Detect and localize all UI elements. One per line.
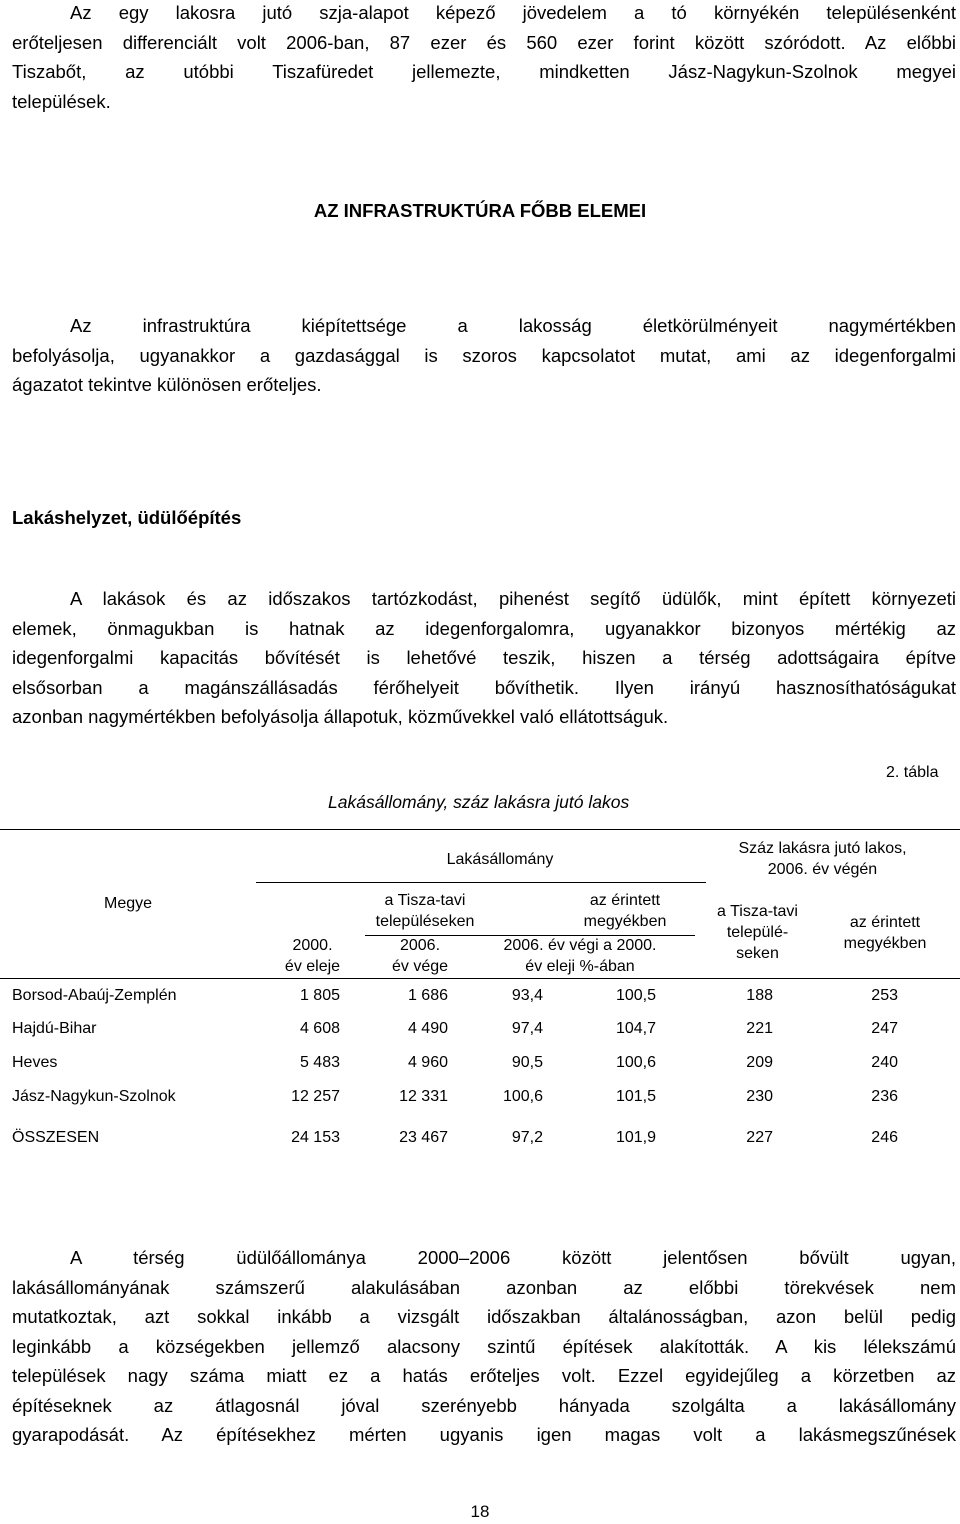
row-lakos-tisza: 221 (746, 1020, 773, 1037)
header-pct-line: év eleji %-ában (525, 958, 635, 975)
closing-line: építéseknek az átlagosnál jóval szerényebb hányada szolgálta a lakásállomány (12, 1394, 956, 1416)
intro-paragraph (12, 0, 956, 116)
closing-paragraph (12, 1243, 956, 1450)
table-top-rule (0, 829, 960, 830)
row-2006: 1 686 (407, 987, 448, 1004)
header-2006-line: 2006. (399, 937, 441, 954)
housing-line: elemek, önmagukban is hatnak az idegenforgalomra, ugyanakkor bizonyos mértékig az (12, 617, 956, 639)
row-lakos-tisza: 188 (746, 987, 773, 1004)
header-tisza-tavi (345, 890, 505, 932)
header-2006 (375, 935, 465, 977)
header-2000-line: év eleje (284, 958, 341, 975)
header-erintett-line: az érintett (589, 892, 661, 909)
intro-line: erőteljesen differenciált volt 2006-ban, 87 ezer és 560 ezer forint között szóródott. Az előbbi (12, 31, 956, 53)
row-2006: 4 490 (407, 1020, 448, 1037)
header-tisza-tavi-2 (695, 901, 820, 964)
housing-line: A lakások és az időszakos tartózkodást, pihenést segítő üdülők, mint épített környezeti (70, 588, 956, 609)
section-title: AZ INFRASTRUKTÚRA FŐBB ELEMEI (313, 200, 647, 221)
table-body-rule (0, 978, 960, 979)
row-2000: 24 153 (291, 1129, 340, 1146)
row-2000: 4 608 (299, 1020, 340, 1037)
header-2000 (270, 935, 355, 977)
closing-line: gyarapodását. Az építésekhez mérten ugyanis igen magas volt a lakásmegszűnések (12, 1424, 956, 1445)
header-tisza-tavi-2-line: a Tisza-tavi (717, 903, 798, 920)
header-tisza-tavi-2-line: települé- (726, 924, 789, 941)
header-pct-line: 2006. év végi a 2000. (503, 937, 657, 954)
row-lakos-tisza: 227 (746, 1129, 773, 1146)
table-header-rule (256, 882, 706, 883)
header-tisza-tavi-line: településeken (375, 913, 475, 930)
closing-line: A térség üdülőállománya 2000–2006 között jelentősen bővült ugyan, (70, 1247, 956, 1268)
header-szaz-lakasra-line: Száz lakásra jutó lakos, (738, 840, 907, 857)
row-lakos-megye: 247 (871, 1020, 898, 1037)
housing-paragraph (12, 584, 956, 732)
header-szaz-lakasra-line: 2006. év végén (767, 861, 878, 878)
housing-line: idegenforgalmi kapacitás bővítését is lehetővé teszik, hiszen a térség adottságaira építve (12, 647, 956, 668)
row-pct-megye: 101,5 (615, 1088, 656, 1105)
row-pct-megye: 101,9 (615, 1129, 656, 1146)
table-number: 2. tábla (886, 764, 939, 781)
closing-line: leginkább a községekben jellemző alacsony szintű építések alakították. A kis lélekszámú (12, 1335, 956, 1357)
row-name: Hajdú-Bihar (12, 1020, 97, 1037)
row-2006: 4 960 (407, 1054, 448, 1071)
row-name: Borsod-Abaúj-Zemplén (12, 987, 177, 1004)
row-2000: 12 257 (291, 1088, 340, 1105)
row-lakos-tisza: 209 (746, 1054, 773, 1071)
row-lakos-megye: 236 (871, 1088, 898, 1105)
header-erintett-2-line: az érintett (849, 914, 921, 931)
row-2000: 1 805 (299, 987, 340, 1004)
infra-paragraph (12, 311, 956, 400)
row-name: ÖSSZESEN (12, 1129, 100, 1146)
row-pct-tisza: 100,6 (502, 1088, 543, 1105)
intro-line: települések. (12, 90, 111, 112)
header-tisza-tavi-2-line: seken (736, 945, 779, 962)
infra-line: befolyásolja, ugyanakkor a gazdasággal is szoros kapcsolatot mutat, ami az idegenforgalmi (12, 344, 956, 366)
row-pct-tisza: 93,4 (511, 987, 543, 1004)
intro-line: Az egy lakosra jutó szja-alapot képező jövedelem a tó környékén településenként (70, 2, 956, 23)
intro-line: Tiszabőt, az utóbbi Tiszafüredet jellemezte, mindketten Jász-Nagykun-Szolnok megyei (12, 61, 956, 82)
closing-line: mutatkoztak, azt sokkal inkább a vizsgált időszakban általánosságban, azon belül pedig (12, 1306, 956, 1327)
row-lakos-tisza: 230 (746, 1088, 773, 1105)
header-2000-line: 2000. (292, 937, 333, 954)
row-name: Jász-Nagykun-Szolnok (12, 1088, 176, 1105)
row-lakos-megye: 240 (871, 1054, 898, 1071)
housing-line: elsősorban a magánszállásadás férőhelyeit bővíthetik. Ilyen irányú hasznosíthatóságukat (12, 676, 956, 698)
header-pct (480, 935, 680, 977)
page-number: 18 (470, 1502, 490, 1521)
infra-line: ágazatot tekintve különösen erőteljes. (12, 374, 322, 395)
row-pct-megye: 100,6 (615, 1054, 656, 1071)
row-2000: 5 483 (299, 1054, 340, 1071)
header-szaz-lakasra (700, 838, 945, 880)
closing-line: lakásállományának számszerű alakulásában azonban az előbbi törekvések nem (12, 1276, 956, 1298)
header-erintett-line: megyékben (583, 913, 667, 930)
header-2006-line: év vége (391, 958, 449, 975)
row-pct-tisza: 90,5 (511, 1054, 543, 1071)
header-lakasallomany: Lakásállomány (446, 851, 554, 868)
closing-line: települések nagy száma miatt ez a hatás erőteljes volt. Ezzel egyidejűleg a körzetben az (12, 1365, 956, 1386)
row-2006: 23 467 (399, 1129, 448, 1146)
row-pct-tisza: 97,4 (511, 1020, 543, 1037)
housing-line: azonban nagymértékben befolyásolja állapotuk, közművekkel való ellátottságuk. (12, 706, 669, 727)
header-erintett (545, 890, 705, 932)
row-pct-tisza: 97,2 (511, 1129, 543, 1146)
header-megye: Megye (103, 895, 153, 912)
infra-line: Az infrastruktúra kiépítettsége a lakosság életkörülményeit nagymértékben (70, 315, 956, 336)
row-pct-megye: 104,7 (615, 1020, 656, 1037)
header-erintett-2 (815, 912, 955, 954)
header-tisza-tavi-line: a Tisza-tavi (384, 892, 466, 909)
row-pct-megye: 100,5 (615, 987, 656, 1004)
row-lakos-megye: 253 (871, 987, 898, 1004)
row-lakos-megye: 246 (871, 1129, 898, 1146)
row-2006: 12 331 (399, 1088, 448, 1105)
table-caption: Lakásállomány, száz lakásra jutó lakos (328, 792, 630, 812)
header-erintett-2-line: megyékben (843, 935, 927, 952)
subsection-title: Lakáshelyzet, üdülőépítés (12, 507, 242, 528)
row-name: Heves (12, 1054, 58, 1071)
